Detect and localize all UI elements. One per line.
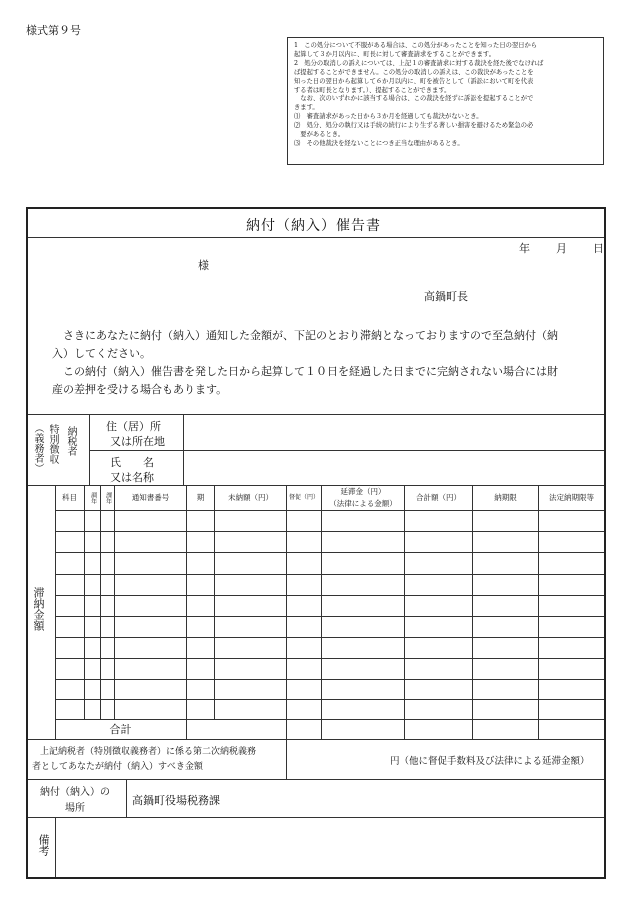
date-month-label: 月	[556, 242, 567, 255]
row-line	[55, 510, 604, 511]
notice-line: きます。	[294, 104, 319, 112]
divider	[28, 817, 604, 818]
notice-line: 要があるとき。	[294, 131, 345, 139]
row-line	[55, 637, 604, 638]
notice-line: 1 この処分について不服がある場合は、この処分があったことを知った日の翌日から	[294, 42, 538, 49]
date-year-label: 年	[519, 242, 530, 255]
obligor-label: （義務者）	[32, 423, 43, 473]
payment-place-label: 納付（納入）の	[40, 787, 110, 798]
secondary-liability-label: 者としてあなたが納付（納入）すべき金額	[32, 762, 203, 772]
body-text: さきにあなたに納付（納入）通知した金額が、下記のとおり滞納となっておりますので至急納付（納	[52, 329, 558, 342]
body-text: 産の差押を受ける場合もあります。	[52, 383, 228, 396]
appeal-notice	[287, 37, 604, 165]
row-line	[55, 552, 604, 553]
taxpayer-label: 納税者	[65, 426, 76, 456]
notice-line: ⑴ 審査請求があった日から３か月を経過しても裁決がないとき。	[294, 113, 483, 121]
payment-place-value: 高鍋町役場税務課	[132, 794, 220, 807]
name-label: 又は名称	[110, 471, 154, 484]
address-label: 住（居）所	[106, 420, 161, 433]
divider	[55, 485, 56, 739]
issuer-name: 高鍋町長	[424, 290, 468, 303]
column-line	[214, 485, 215, 719]
remarks-label: 備考	[37, 834, 50, 856]
column-header-dunning-fee: 督促（円）	[288, 493, 319, 501]
column-header-period: 期	[196, 493, 205, 503]
divider	[28, 237, 604, 238]
column-header-levy-year: 課年	[104, 492, 112, 504]
row-line	[55, 699, 604, 700]
row-line	[55, 595, 604, 596]
divider	[126, 779, 127, 817]
notice-line: 知った日の翌日から起算して６か月以内に、町を被告として（訴訟において町を代表	[294, 77, 534, 85]
row-line	[55, 658, 604, 659]
column-header-unpaid: 未納額（円）	[228, 493, 273, 503]
date-day-label: 日	[593, 242, 604, 255]
divider	[28, 779, 604, 780]
divider	[286, 739, 287, 779]
column-line	[321, 485, 322, 739]
column-line	[100, 485, 101, 719]
dunning-form	[26, 207, 606, 879]
total-row-label: 合計	[109, 722, 132, 736]
payment-place-label: 場所	[65, 803, 85, 814]
arrears-label: 滞納金額	[32, 587, 45, 631]
notice-line: ⑵ 処分、処分の執行又は手続の続行により生ずる著しい損害を避けるため緊急の必	[294, 122, 534, 130]
notice-line: 2 処分の取消しの訴えについては、上記１の審査請求に対する裁決を経た後でなければ	[294, 59, 544, 67]
notice-line: なお、次のいずれかに該当する場合は、この裁決を経ずに訴訟を提起することがで	[294, 95, 534, 103]
row-line	[55, 531, 604, 532]
column-header-late-fee: 延滞金（円）	[340, 487, 386, 497]
column-line	[84, 485, 85, 719]
column-line	[538, 485, 539, 739]
address-label: 又は所在地	[110, 435, 165, 448]
column-header-subject: 科目	[62, 493, 77, 503]
column-header-total: 合計額（円）	[416, 493, 461, 503]
form-title: 納付（納入）催告書	[246, 218, 381, 234]
notice-line: ば提起することができません。この処分の取消しの訴えは、この裁決があったことを	[294, 68, 534, 76]
divider	[28, 414, 604, 415]
addressee-suffix: 様	[198, 259, 209, 272]
row-line	[55, 679, 604, 680]
body-text: 入）してください。	[52, 347, 151, 360]
special-collection-label: 特別徴収	[47, 424, 58, 464]
column-line	[404, 485, 405, 739]
divider	[89, 450, 604, 451]
form-number: 様式第９号	[26, 24, 81, 37]
body-text: この納付（納入）催告書を発した日から起算して１０日を経過した日までに完納されない場合には財	[52, 365, 558, 378]
notice-line: 起算して３か月以内に、町長に対して審査請求をすることができます。	[294, 50, 495, 58]
notice-line: ⑶ その他裁決を経ないことにつき正当な理由があるとき。	[294, 139, 464, 147]
column-header-notice-no: 通知書番号	[131, 493, 170, 503]
secondary-liability-label: 上記納税者（特別徴収義務者）に係る第二次納税義務	[40, 747, 257, 757]
column-header-due-date: 納期限	[494, 493, 517, 503]
row-line	[55, 616, 604, 617]
column-line	[472, 485, 473, 739]
column-header-statutory-due: 法定納期限等	[549, 493, 594, 503]
secondary-liability-note: 円（他に督促手数料及び法律による延滞金額）	[390, 756, 590, 767]
column-header-late-fee-note: （法律による金額）	[329, 499, 397, 509]
column-header-tax-year: 調年	[89, 492, 97, 504]
notice-line: する者は町長となります。）、提起することができます。	[294, 86, 451, 94]
column-line	[286, 485, 287, 739]
name-label: 氏 名	[110, 456, 154, 469]
column-line	[186, 485, 187, 739]
divider	[28, 739, 604, 740]
divider	[55, 817, 56, 877]
column-line	[114, 485, 115, 719]
row-line	[55, 574, 604, 575]
